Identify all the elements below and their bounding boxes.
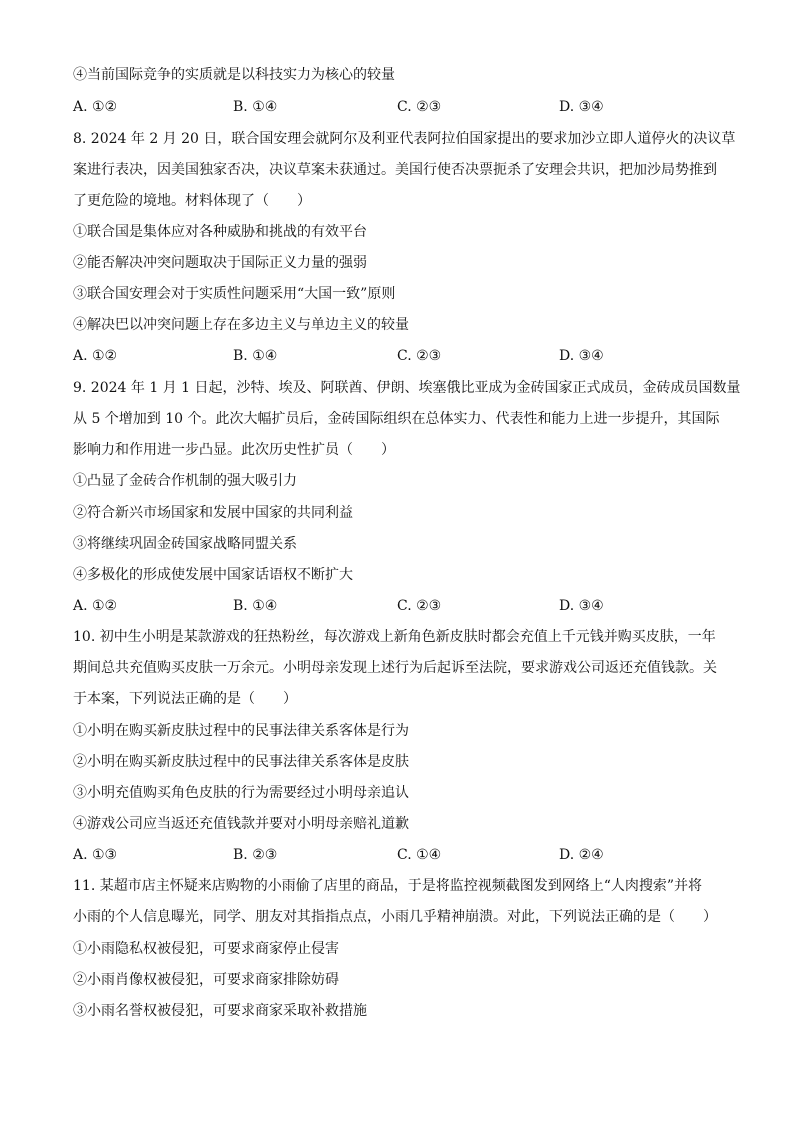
q8-option-c[interactable]: C. ②③ (397, 348, 442, 364)
q8-stem-line-1: 8. 2024 年 2 月 20 日，联合国安理会就阿尔及利亚代表阿拉伯国家提出的要求加沙立即人道停火的决议草 (73, 131, 736, 147)
q8-item-1: ①联合国是集体应对各种威胁和挑战的有效平台 (73, 224, 367, 240)
q10-stem-line-2: 期间总共充值购买皮肤一万余元。小明母亲发现上述行为后起诉至法院，要求游戏公司返还充值钱款。关 (73, 660, 717, 676)
q8-option-a[interactable]: A. ①② (73, 348, 118, 364)
q11-item-1: ①小雨隐私权被侵犯，可要求商家停止侵害 (73, 941, 339, 957)
q11-stem-line-1: 11. 某超市店主怀疑来店购物的小雨偷了店里的商品，于是将监控视频截图发到网络上“人肉搜索”并将 (73, 878, 703, 894)
q8-item-2: ②能否解决冲突问题取决于国际正义力量的强弱 (73, 255, 367, 271)
q10-stem-line-1: 10. 初中生小明是某款游戏的狂热粉丝，每次游戏上新角色新皮肤时都会充值上千元钱并购买皮肤，一年 (73, 629, 716, 645)
q7-option-a[interactable]: A. ①② (73, 99, 118, 115)
q9-item-4: ④多极化的形成使发展中国家话语权不断扩大 (73, 567, 353, 583)
q7-item-4: ④当前国际竞争的实质就是以科技实力为核心的较量 (73, 67, 395, 83)
q11-item-2: ②小雨肖像权被侵犯，可要求商家排除妨碍 (73, 972, 339, 988)
q8-item-4: ④解决巴以冲突问题上存在多边主义与单边主义的较量 (73, 317, 409, 333)
q10-option-b[interactable]: B. ②③ (233, 847, 278, 863)
q10-item-1: ①小明在购买新皮肤过程中的民事法律关系客体是行为 (73, 723, 409, 739)
q10-item-4: ④游戏公司应当返还充值钱款并要对小明母亲赔礼道歉 (73, 816, 409, 832)
q8-options (73, 345, 723, 367)
q8-stem-line-3: 了更危险的境地。材料体现了（ ） (73, 193, 311, 209)
q10-stem-line-3: 于本案，下列说法正确的是（ ） (73, 691, 297, 707)
q9-item-1: ①凸显了金砖合作机制的强大吸引力 (73, 473, 297, 489)
q8-item-3: ③联合国安理会对于实质性问题采用“大国一致”原则 (73, 286, 396, 302)
q7-option-d[interactable]: D. ③④ (559, 99, 604, 115)
q9-item-2: ②符合新兴市场国家和发展中国家的共同利益 (73, 505, 353, 521)
q11-item-3: ③小雨名誉权被侵犯，可要求商家采取补救措施 (73, 1003, 367, 1019)
q9-option-b[interactable]: B. ①④ (233, 598, 278, 614)
q10-item-3: ③小明充值购买角色皮肤的行为需要经过小明母亲追认 (73, 785, 409, 801)
q9-option-d[interactable]: D. ③④ (559, 598, 604, 614)
q9-options (73, 595, 723, 617)
q8-stem-line-2: 案进行表决，因美国独家否决，决议草案未获通过。美国行使否决票扼杀了安理会共识，把加沙局势推到 (73, 162, 717, 178)
q9-stem-line-1: 9. 2024 年 1 月 1 日起，沙特、埃及、阿联酋、伊朗、埃塞俄比亚成为金砖国家正式成员，金砖成员国数量 (73, 380, 741, 396)
q10-option-a[interactable]: A. ①③ (73, 847, 118, 863)
q10-options (73, 844, 723, 866)
q7-options (73, 96, 723, 118)
q9-stem-line-2: 从 5 个增加到 10 个。此次大幅扩员后，金砖国际组织在总体实力、代表性和能力上进一步提升，其国际 (73, 411, 720, 427)
q7-option-c[interactable]: C. ②③ (397, 99, 442, 115)
q10-option-c[interactable]: C. ①④ (397, 847, 442, 863)
q10-option-d[interactable]: D. ②④ (559, 847, 604, 863)
q10-item-2: ②小明在购买新皮肤过程中的民事法律关系客体是皮肤 (73, 754, 409, 770)
q9-option-c[interactable]: C. ②③ (397, 598, 442, 614)
q11-stem-line-2: 小雨的个人信息曝光，同学、朋友对其指指点点，小雨几乎精神崩溃。对此，下列说法正确的是（ ） (73, 909, 717, 925)
q9-stem-line-3: 影响力和作用进一步凸显。此次历史性扩员（ ） (73, 442, 395, 458)
q7-option-b[interactable]: B. ①④ (233, 99, 278, 115)
q8-option-b[interactable]: B. ①④ (233, 348, 278, 364)
q9-option-a[interactable]: A. ①② (73, 598, 118, 614)
q9-item-3: ③将继续巩固金砖国家战略同盟关系 (73, 536, 297, 552)
q8-option-d[interactable]: D. ③④ (559, 348, 604, 364)
